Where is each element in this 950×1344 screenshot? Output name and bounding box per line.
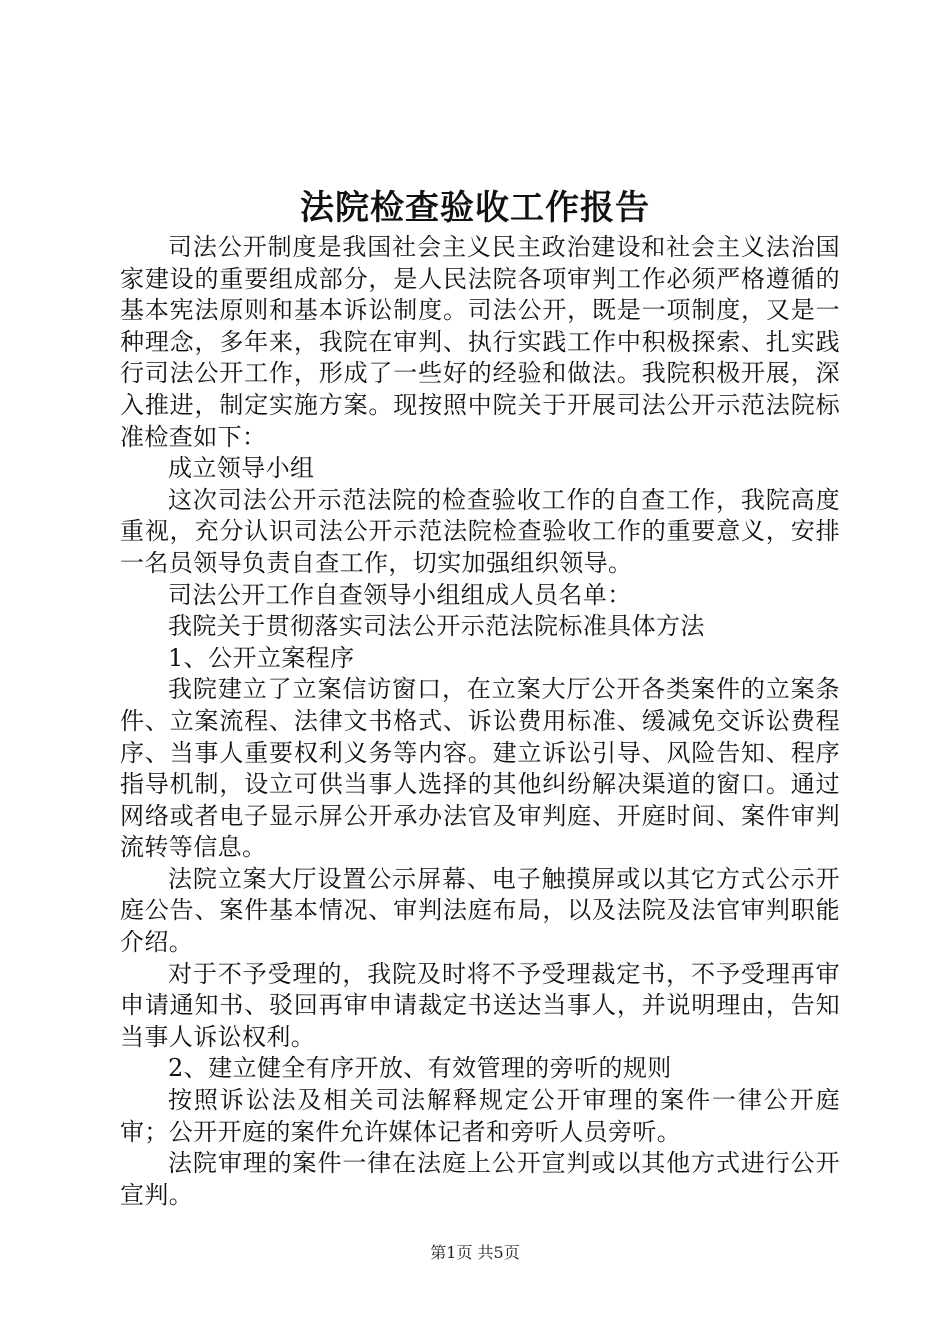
- paragraph-heading-leadership: 成立领导小组: [168, 454, 315, 483]
- page-footer: 第1页 共5页: [430, 1243, 520, 1262]
- paragraph-section-1-heading: 1、公开立案程序: [168, 643, 355, 672]
- paragraph-public-judgment: 法院审理的案件一律在法庭上公开宣判或以其他方式进行公开宣判。: [120, 1149, 840, 1209]
- paragraph-methods-heading: 我院关于贯彻落实司法公开示范法院标准具体方法: [168, 612, 705, 641]
- document-title: 法院检查验收工作报告: [300, 188, 650, 228]
- paragraph-member-list: 司法公开工作自查领导小组组成人员名单：: [168, 580, 632, 609]
- paragraph-intro: 司法公开制度是我国社会主义民主政治建设和社会主义法治国家建设的重要组成部分，是人民法院各项审判工作必须严格遵循的基本宪法原则和基本诉讼制度。司法公开，既是一项制度，又是一种理念，多年来，我院在审判、执行实践工作中积极探索、扎实践行司法公开工作，形成了一些好的经验和做法。我院积极开展，深入推进，制定实施方案。现按照中院关于开展司法公开示范法院标准检查如下：: [120, 233, 840, 451]
- paragraph-self-check: 这次司法公开示范法院的检查验收工作的自查工作，我院高度重视，充分认识司法公开示范法院检查验收工作的重要意义，安排一名员领导负责自查工作，切实加强组织领导。: [120, 485, 840, 577]
- paragraph-public-trial: 按照诉讼法及相关司法解释规定公开审理的案件一律公开庭审；公开开庭的案件允许媒体记者和旁听人员旁听。: [120, 1086, 840, 1146]
- paragraph-filing-hall: 法院立案大厅设置公示屏幕、电子触摸屏或以其它方式公示开庭公告、案件基本情况、审判法庭布局，以及法院及法官审判职能介绍。: [120, 864, 840, 957]
- document-body: [120, 232, 840, 1211]
- paragraph-section-2-heading: 2、建立健全有序开放、有效管理的旁听的规则: [168, 1054, 672, 1083]
- paragraph-not-accepted: 对于不予受理的，我院及时将不予受理裁定书，不予受理再审申请通知书、驳回再审申请裁定书送达当事人，并说明理由，告知当事人诉讼权利。: [120, 959, 840, 1051]
- paragraph-filing-window: 我院建立了立案信访窗口，在立案大厅公开各类案件的立案条件、立案流程、法律文书格式、诉讼费用标准、缓减免交诉讼费程序、当事人重要权利义务等内容。建立诉讼引导、风险告知、程序指导机制，设立可供当事人选择的其他纠纷解决渠道的窗口。通过网络或者电子显示屏公开承办法官及审判庭、开庭时间、案件审判流转等信息。: [120, 675, 840, 862]
